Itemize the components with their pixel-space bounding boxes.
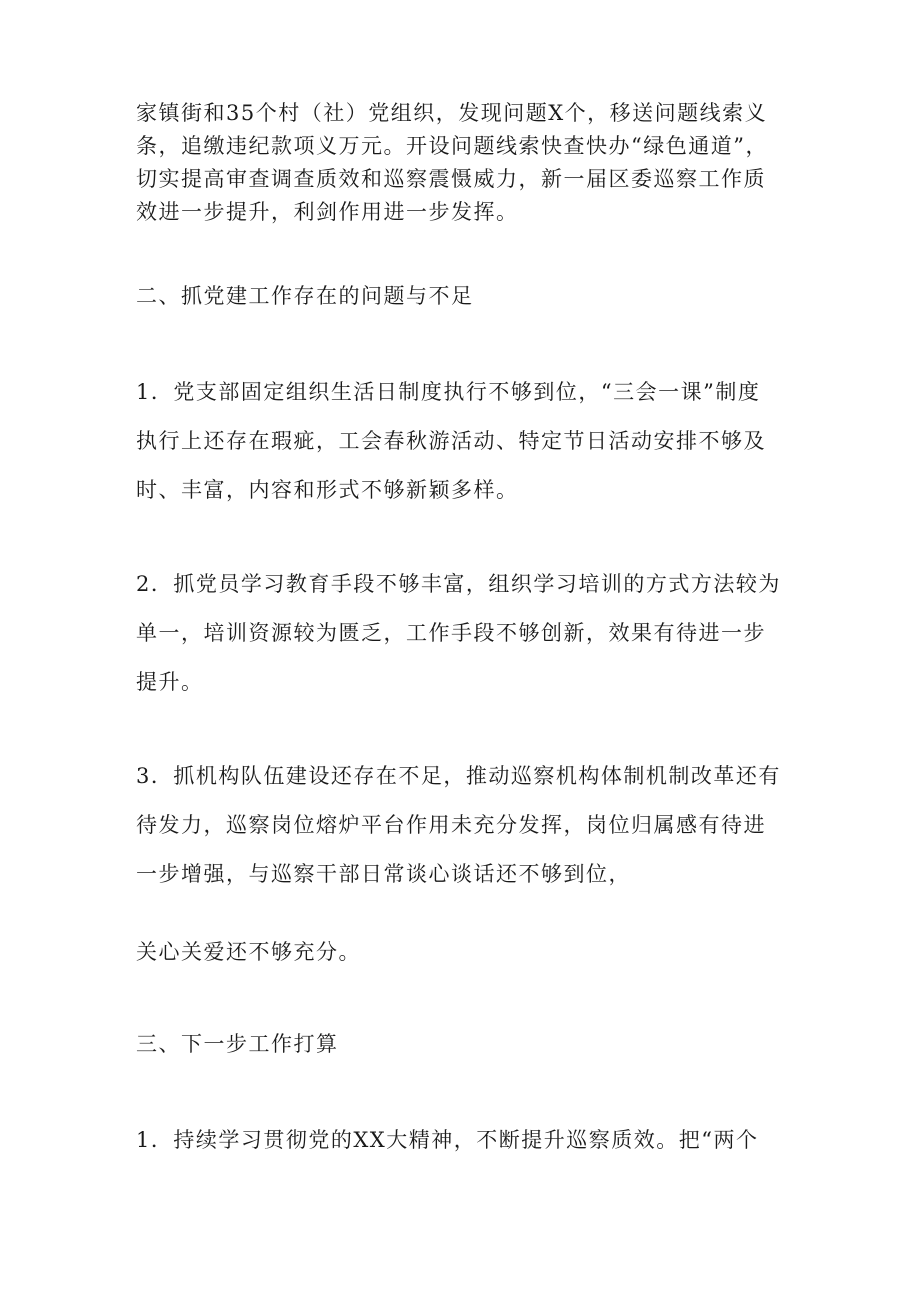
text-line: 提升。 [136, 670, 204, 694]
section-heading-3 [136, 1024, 796, 1064]
section-heading-2 [136, 276, 796, 316]
text-line: 家镇街和35个村（社）党组织，发现问题X个，移送问题线索义 [136, 101, 768, 125]
section-title: 二、抓党建工作存在的问题与不足 [136, 284, 474, 308]
text-line: 切实提高审查调查质效和巡察震慑威力，新一届区委巡察工作质 [136, 167, 766, 191]
text-line: 一步增强，与巡察干部日常谈心谈话还不够到位， [136, 862, 631, 886]
text-line: 效进一步提升，利剑作用进一步发挥。 [136, 200, 519, 224]
section-title: 三、下一步工作打算 [136, 1032, 339, 1056]
section2-item-2 [136, 560, 796, 707]
section3-item-1 [136, 1116, 796, 1165]
text-line: 关心关爱还不够充分。 [136, 940, 361, 964]
intro-paragraph [136, 97, 796, 229]
text-line: 3．抓机构队伍建设还存在不足，推动巡察机构体制机制改革还有 [136, 764, 781, 788]
text-line: 1．持续学习贯彻党的XX大精神，不断提升巡察质效。把“两个 [136, 1128, 759, 1152]
section2-item-1 [136, 368, 796, 515]
section2-item-3 [136, 752, 796, 899]
text-line: 执行上还存在瑕疵，工会春秋游活动、特定节日活动安排不够及 [136, 429, 766, 453]
text-line: 1．党支部固定组织生活日制度执行不够到位，“三会一课”制度 [136, 380, 761, 404]
text-line: 单一，培训资源较为匮乏，工作手段不够创新，效果有待进一步 [136, 621, 766, 645]
section2-continuation [136, 932, 796, 972]
text-line: 待发力，巡察岗位熔炉平台作用未充分发挥，岗位归属感有待进 [136, 813, 766, 837]
text-line: 条，追缴违纪款项义万元。开设问题线索快查快办“绿色通道”， [136, 134, 768, 158]
text-line: 时、丰富，内容和形式不够新颖多样。 [136, 478, 519, 502]
text-line: 2．抓党员学习教育手段不够丰富，组织学习培训的方式方法较为 [136, 572, 781, 596]
